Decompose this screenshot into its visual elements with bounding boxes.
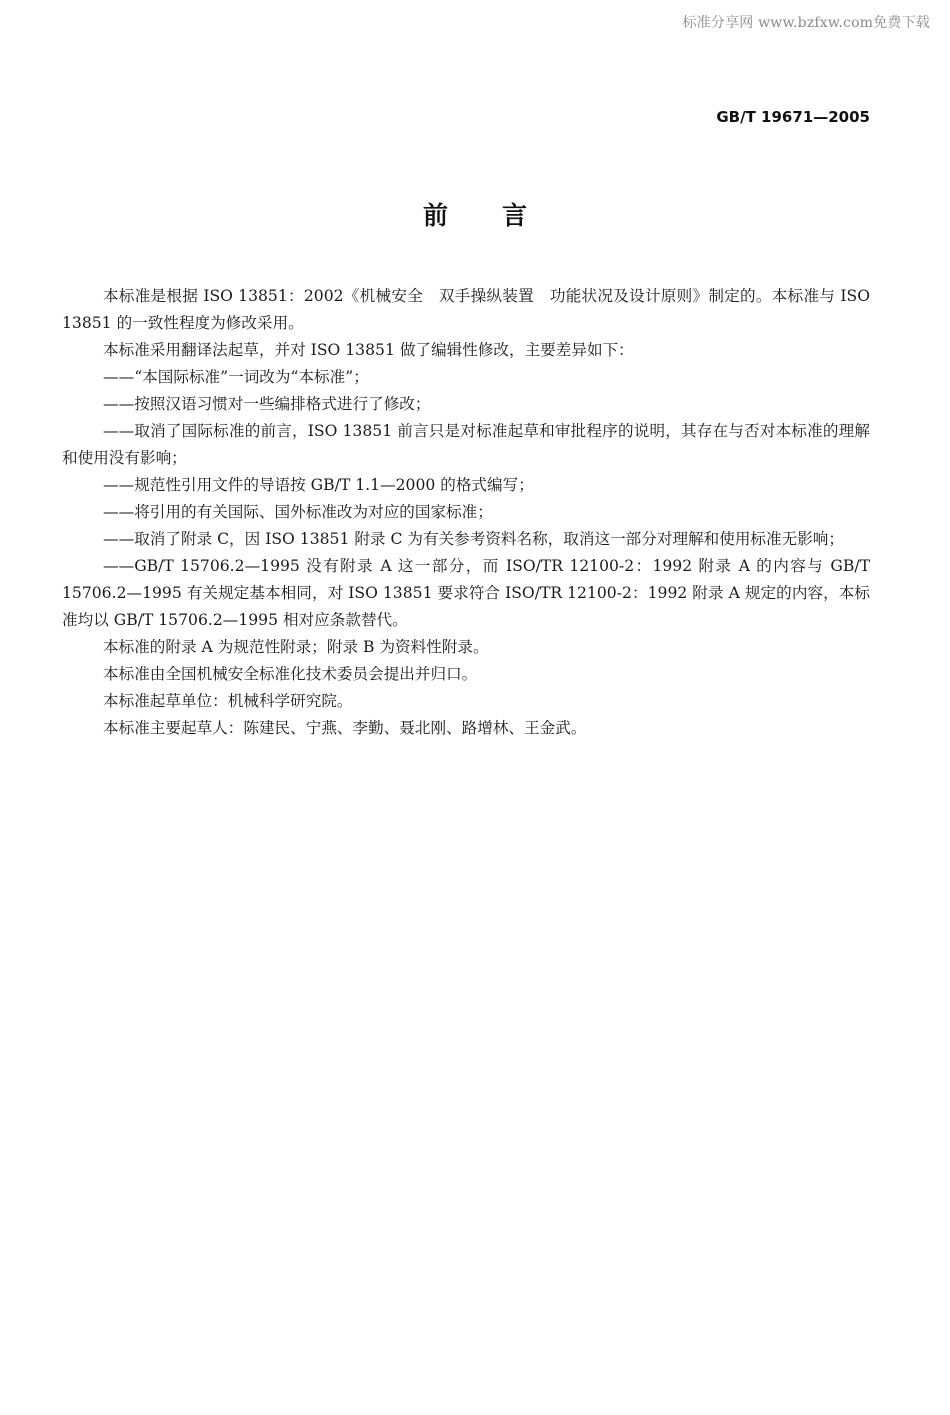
difference-item: ——取消了附录 C，因 ISO 13851 附录 C 为有关参考资料名称，取消这一部分对理解和使用标准无影响； bbox=[103, 530, 844, 548]
foreword-body bbox=[62, 283, 870, 742]
paragraph: 本标准由全国机械安全标准化技术委员会提出并归口。 bbox=[103, 665, 478, 683]
standard-code: GB/T 19671—2005 bbox=[716, 108, 870, 126]
difference-item: ——将引用的有关国际、国外标准改为对应的国家标准； bbox=[103, 503, 493, 521]
watermark: 标准分享网 www.bzfxw.com免费下载 bbox=[682, 15, 930, 31]
paragraph: 本标准是根据 ISO 13851：2002《机械安全 双手操纵装置 功能状况及设计原则》制定的。本标准与 ISO 13851 的一致性程度为修改采用。 bbox=[62, 287, 870, 332]
paragraph: 本标准采用翻译法起草，并对 ISO 13851 做了编辑性修改，主要差异如下： bbox=[103, 341, 634, 359]
difference-item: ——规范性引用文件的导语按 GB/T 1.1—2000 的格式编写； bbox=[103, 476, 534, 494]
paragraph: 本标准主要起草人：陈建民、宁燕、李勤、聂北刚、路增林、王金武。 bbox=[103, 719, 587, 737]
paragraph: 本标准的附录 A 为规范性附录；附录 B 为资料性附录。 bbox=[103, 638, 489, 656]
page-title: 前言 bbox=[422, 201, 581, 230]
difference-item: ——“本国际标准”一词改为“本标准”； bbox=[103, 368, 369, 386]
difference-item: ——取消了国际标准的前言，ISO 13851 前言只是对标准起草和审批程序的说明，其存在与否对本标准的理解和使用没有影响； bbox=[62, 422, 870, 467]
paragraph: 本标准起草单位：机械科学研究院。 bbox=[103, 692, 353, 710]
difference-item: ——GB/T 15706.2—1995 没有附录 A 这一部分，而 ISO/TR 12100-2：1992 附录 A 的内容与 GB/T 15706.2—1995 有关规定基本相同，对 ISO 13851 要求符合 ISO/TR 12100-2：1992 附录 A 规定的内容，本标准均以 GB/T 15706.2—1995 相对应条款替代。 bbox=[62, 557, 870, 629]
difference-item: ——按照汉语习惯对一些编排格式进行了修改； bbox=[103, 395, 431, 413]
